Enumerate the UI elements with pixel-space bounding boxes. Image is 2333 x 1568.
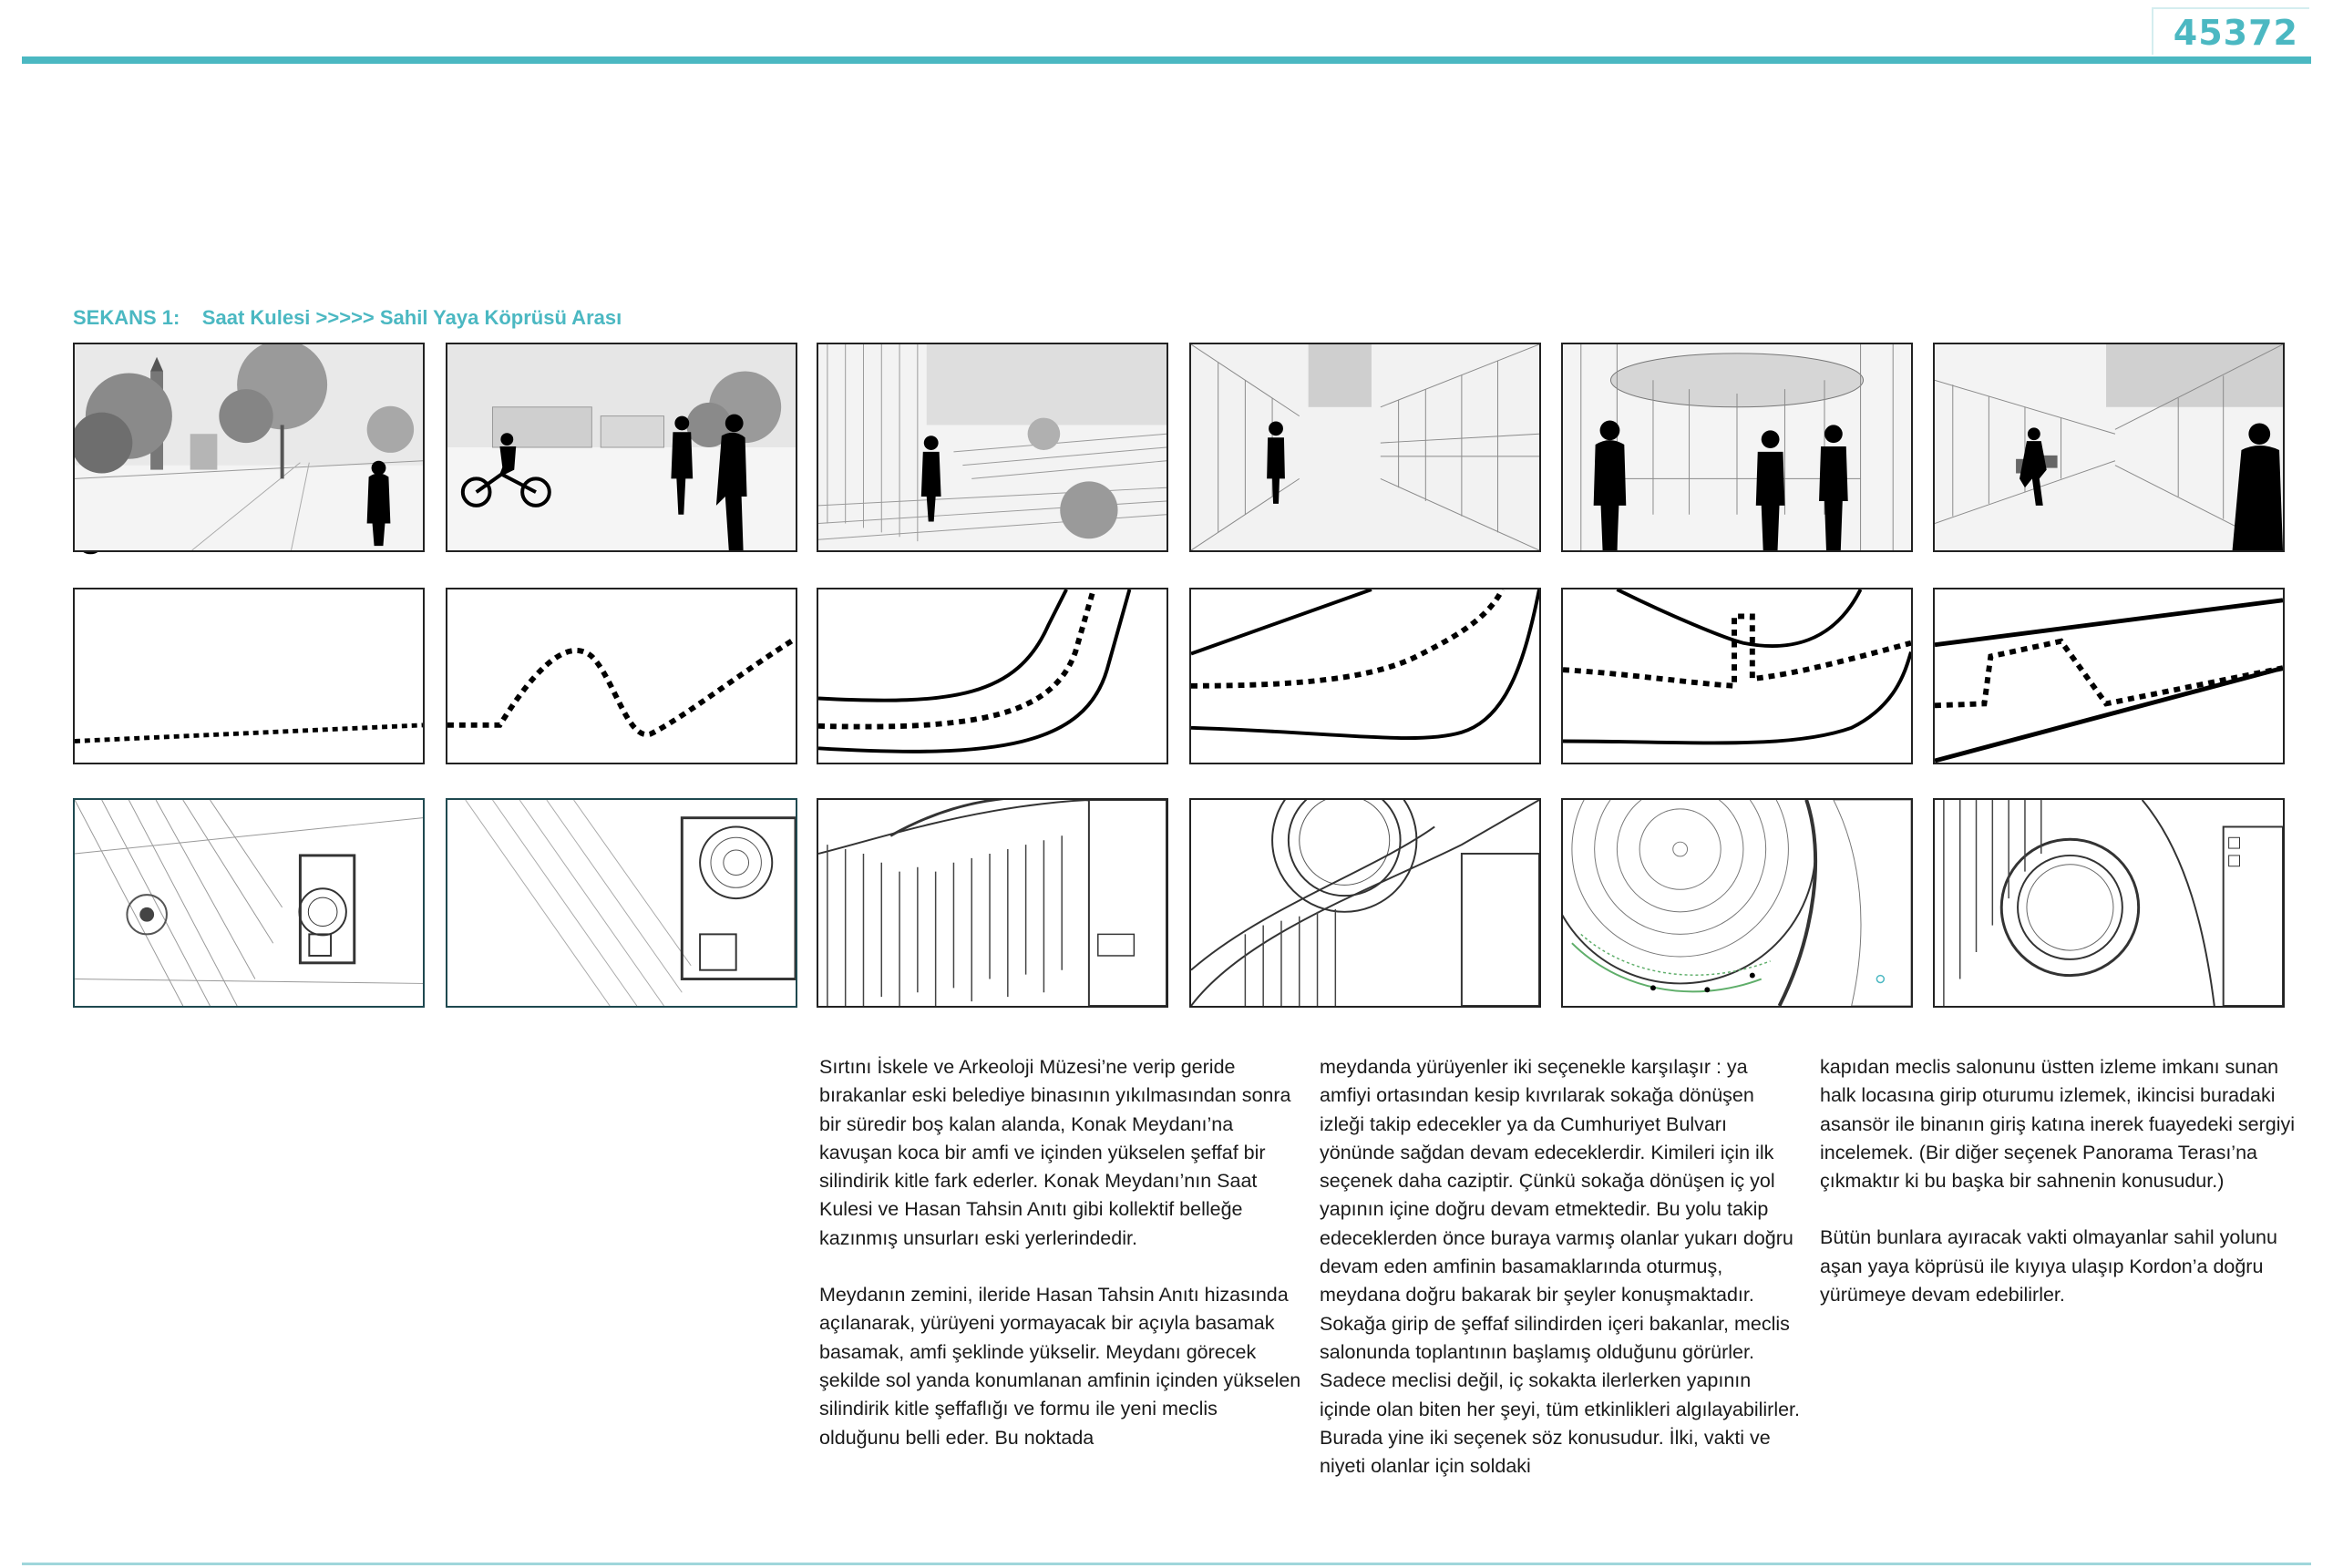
mekan-panel-4 [1189,798,1541,1008]
olay-panel-5 [1561,343,1913,552]
sequence-title: SEKANS 1: Saat Kulesi >>>>> Sahil Yaya Köprüsü Arası [73,306,622,329]
movement-path-2 [447,589,796,763]
hareket-panel-3 [817,588,1168,764]
scene-glass-corridor [1191,344,1539,550]
mekan-panel-5 [1561,798,1913,1008]
hareket-panel-5 [1561,588,1913,764]
olay-panel-3 [817,343,1168,552]
hareket-panel-4 [1189,588,1541,764]
olay-panel-6 [1933,343,2285,552]
plan-cylinder-bridge [1935,800,2283,1006]
text-column-3 [1820,1053,2303,1337]
movement-path-6 [1935,589,2283,763]
scene-cyclist-square [447,344,796,550]
bottom-divider [22,1563,2311,1565]
mekan-panel-2 [446,798,797,1008]
mekan-panel-1 [73,798,425,1008]
text-column-3-paragraph-1: kapıdan meclis salonunu üstten izleme imkanı sunan halk locasına girip oturumu izlemek, ikincisi buradaki asansör ile binanın giriş katına inerek fuayedeki sergiyi incelemek. (Bir diğer seçenek Panorama Terası’na çıkmaktır ki bu başka bir sahnenin konusudur.) [1820,1056,2296,1193]
text-column-2-paragraph-1: meydanda yürüyenler iki seçenekle karşılaşır : ya amfiyi ortasından kesip kıvrılarak sokağa dönüşen izleği takip edecekler ya da Cumhuriyet Bulvarı yönünde sağdan devam edeceklerdir. Kimileri için ilk seçenek daha caziptir. Çünkü sokağa dönüşen iç yol yapının içine doğru devam etmektedir. Bu yolu takip edeceklerden önce buraya varmış olanlar yukarı doğru devam eden amfinin basamaklarında oturmuş, meydana doğru bakarak bir şeyler konuşmaktadır. Sokağa girip de şeffaf silindirden içeri bakanlar, meclis salonunda toplantının başlamış olduğunu görürler. Sadece meclisi değil, iç sokakta ilerlerken yapının içinde olan biten her şeyi, tüm etkinlikleri algılayabilirler. Burada yine iki seçenek söz konusudur. İlki, vakti ve niyeti olanlar için soldaki [1320,1056,1801,1478]
plan-konak-square [75,800,423,1006]
scene-cylinder-hall [1563,344,1911,550]
sheet-number: 45372 [2152,7,2309,55]
text-column-1-paragraph-2: Meydanın zemini, ileride Hasan Tahsin Anıtı hizasında açılanarak, yürüyeni yormayacak bir açıyla basamak basamak, amfi şeklinde yükselir. Meydanı görecek şekilde sol yanda konumlanan amfinin içinden yükselen silindirik kitle şeffaflığı ve formu ile yeni meclis olduğunu belli eder. Bu noktada [819,1284,1301,1449]
hareket-panel-2 [446,588,797,764]
movement-path-1 [75,589,423,763]
text-column-3-paragraph-2: Bütün bunlara ayıracak vakti olmayanlar sahil yolunu aşan yaya köprüsü ile kıyıya ulaşıp Kordon’a doğru yürümeye devam edebilirler. [1820,1226,2277,1307]
scene-runner-corridor [1935,344,2283,550]
plan-assembly-hall [1563,800,1911,1006]
olay-panel-2 [446,343,797,552]
hareket-panel-6 [1933,588,2285,764]
mekan-panel-3 [817,798,1168,1008]
mekan-panel-6 [1933,798,2285,1008]
plan-steps-detail [818,800,1166,1006]
olay-panel-1 [73,343,425,552]
text-column-2 [1320,1053,1803,1509]
text-column-1 [819,1053,1302,1481]
scene-clock-tower [75,344,423,550]
movement-path-3 [818,589,1166,763]
olay-panel-4 [1189,343,1541,552]
scene-amphitheater-steps [818,344,1166,550]
top-divider [22,56,2311,64]
plan-cylinder [1191,800,1539,1006]
movement-path-4 [1191,589,1539,763]
movement-path-5 [1563,589,1911,763]
plan-amphitheater [447,800,796,1006]
text-column-1-paragraph-1: Sırtını İskele ve Arkeoloji Müzesi’ne verip geride bırakanlar eski belediye binasının yıkılmasından sonra bir süredir boş kalan alanda, Konak Meydanı’na kavuşan koca bir amfi ve içinden yükselen şeffaf bir silindirik kitle fark ederler. Konak Meydanı’nın Saat Kulesi ve Hasan Tahsin Anıtı gibi kollektif belleğe kazınmış unsurları eski yerlerindedir. [819,1056,1291,1249]
hareket-panel-1 [73,588,425,764]
